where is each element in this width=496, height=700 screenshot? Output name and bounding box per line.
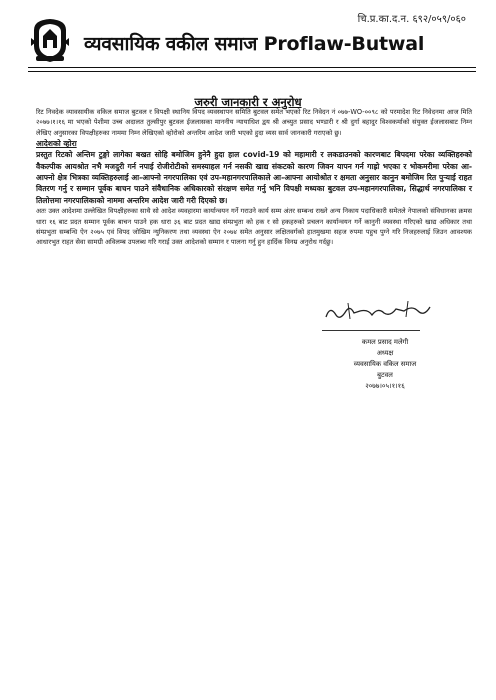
signature-line [322, 330, 420, 331]
reference-number: चि.प्र.का.द.न. ६९२/०५९/०६० [357, 14, 466, 25]
signatory-block [330, 337, 440, 392]
signatory-title: अध्यक्ष [376, 349, 394, 357]
paragraph-intro: रिट निवदेक व्यावसायीक वकिल समाज बुटवल र विपक्षी स्थानिय विपद व्यवस्थापन समिति बुटवल समेत भएको रिट निवेदन नं ०७७-WO-००९८ को परमादेश रिट निवेदनमा आज मिति २०७७।१।१६ मा भएको पेशीमा उच्च अदालत तुल्सीपुर बुटवल ईजलासका माननीय न्यायाधिश द्वय श्री अच्युत प्रसाद भण्डारी र श्री दुर्गा बहादुर विश्वकर्माको संयुक्त ईजलासबाट निम्न लेखिए अनुसारका विपक्षीहरुका नाममा निम्न लेखिएको व्होरोको अन्तरिम आदेश जारी भएको हुदा व्यस सार्व जानकारी गराएको छु। [36, 108, 472, 137]
header-rule-thin [28, 71, 476, 72]
paragraph-request: अतः उक्त आदेशमा उल्लेखित विपक्षीहरुका साथै सो आदेश व्यवहारमा कार्यान्वयन गर्ने गराउने कार्य सम्म अंतर सम्बन्ध राख्ने अन्य निकाय पदाधिकारी समेतले नेपालको संविधानका क्रमस धारा १६ बाट प्रदत सम्मान पूर्वक बाचन पाउने हक धारा ३६ बाट प्रदत खाद्य संम्प्रभुता को हक र सो हकहरुको प्रचलन कार्यान्वयन गर्ने कानुनी व्यवस्था गरिएको खाद्य अधिकार तथा संम्प्रभुता सम्बन्धि ऐन २०७५ एवं विपद जोखिम न्युनिकरण तथा व्यवस्था ऐन २०७४ समेत अनुसार लक्षितवर्गको हातमुखमा सहज रुपमा पहुच पुग्ने गरि निजहरुलाई जिउन आवश्यक आधारभुत राहत सेवा सामग्री अविलम्ब उपलब्ध गरि गराई उक्त आदेशको सम्मान र पालना गर्नु हुन हार्दिक विनम्र अनुरोध गर्दछु। [36, 207, 472, 247]
organization-name-english: Proflaw-Butwal [263, 33, 425, 55]
notice-body [36, 107, 472, 248]
signatory-location: बुटवल [377, 371, 393, 379]
organization-name-nepali: व्यवसायिक वकील समाज [84, 33, 258, 55]
emblem-seal-icon [28, 16, 72, 64]
handwritten-signature [320, 297, 440, 325]
paragraph-order: प्रस्तुत रिटको अन्तिम टुङ्गो लागेका बखत सोहि बमोजिम हुनेनै हुदा हाल covid-19 को महामारी र लकडाउनको कारणबाट बिपदमा परेका व्यक्तिहरुको वैकल्पीक आयश्रोत नभै मजदुरी गर्न नपाई रोजीरोटीको समस्याहल गर्न नसकी खाद्य संकटको कारण जिवन यापन गर्न गाह्रो भएका र भोकमरीमा परेका आ-आफ्नो क्षेत्र भित्रका व्यक्तिहरुलाई आ-आफ्नो नगरपालिका एवं उप-महानगरपालिकाले आ-आफ्ना आयोश्रोत र क्षमता अनुसार कानुन बमोजिम रित पुऱ्याई राहत वितरण गर्नु र सम्मान पूर्वक बाचन पाउने संवैधानिक अधिकारको संरक्षण समेत गर्नु भनि विपक्षी मध्यका बुटवल उप-महानगरपालिका, सिद्धार्थ नगरपालिका र तिलोत्तमा नगरपालिकाको नाममा अन्तरिम आदेश जारी गरी दिएको छ। [36, 150, 472, 205]
header-rule [28, 67, 476, 68]
letterhead [28, 16, 476, 66]
signatory-date: २०७७।०५।१।१६ [365, 382, 405, 390]
notice-title: जरुरी जानकारी र अनुरोध [194, 95, 302, 109]
order-details-heading: आदेशको व्होरा [36, 139, 77, 149]
signatory-organization: व्यवसायिक वकिल समाज [353, 360, 417, 368]
signatory-name: कमल प्रसाद मलेगी [361, 338, 409, 346]
organization-name [84, 30, 424, 56]
